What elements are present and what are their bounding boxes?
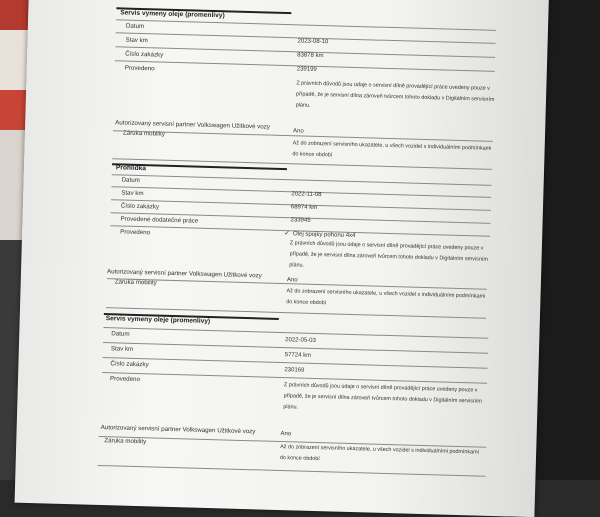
- date-label: Datum: [121, 176, 140, 185]
- warranty-note: Až do zobrazení servisního ukazatele, u všech vozidel s individuálními podmínkami do konce období: [286, 288, 486, 307]
- date-value: 2023-08-10: [297, 38, 329, 46]
- partner-label: Autorizovaný servisní partner Volkswagen Užitkové vozy: [100, 424, 256, 436]
- extra-work-label: Provedené dodatečné práce: [120, 215, 199, 225]
- warranty-label: Záruka mobility: [114, 278, 157, 287]
- done-label: Provedeno: [109, 375, 141, 384]
- date-value: 2022-05-03: [285, 337, 316, 344]
- partner-value: Ano: [292, 128, 304, 135]
- date-label: Datum: [125, 22, 145, 31]
- order-label: Číslo zakázky: [120, 202, 160, 211]
- date-label: Datum: [111, 330, 130, 338]
- section-title: Prohlídka: [115, 164, 147, 173]
- mileage-label: Stav km: [125, 36, 148, 45]
- partner-label: Autorizovaný servisní partner Volkswagen Užitkové vozy: [106, 268, 262, 280]
- order-value: 233945: [290, 217, 311, 224]
- mileage-value: 57724 km: [284, 352, 312, 359]
- order-label: Číslo zakázky: [110, 360, 149, 369]
- warranty-label: Záruka mobility: [122, 129, 165, 138]
- warranty-note: Až do zobrazení servisního ukazatele, u všech vozidel s individuálními podmínkami do konce období: [292, 140, 492, 159]
- done-label: Provedeno: [124, 64, 155, 73]
- extra-work-value: ✓ Olej spojky pohonu 4x4: [284, 230, 356, 240]
- warranty-note: Až do zobrazení servisního ukazatele, u všech vozidel s individuálními podmínkami do konce období: [279, 444, 479, 463]
- order-value: 239199: [296, 66, 317, 73]
- checkmark-icon: ✓: [284, 230, 291, 238]
- done-note: Z právních důvodů jsou údaje o servisní dílně provádějící práce uvedeny pouze v případě, že je servisní dílna zároveň tvůrcem tohoto dokladu v Digitálním servisním plánu.: [295, 80, 495, 109]
- mileage-value: 83878 km: [297, 52, 324, 60]
- warranty-label: Záruka mobility: [104, 437, 147, 446]
- mileage-value: 68974 km: [290, 204, 318, 211]
- partner-label: Autorizovaný servisní partner Volkswagen Užitkové vozy: [115, 119, 271, 131]
- date-value: 2022-11-08: [291, 191, 322, 199]
- partner-value: Ano: [280, 431, 292, 438]
- done-label: Provedeno: [120, 228, 151, 237]
- mileage-label: Stav km: [110, 345, 134, 353]
- section-title: Servis vymeny oleje (promenlivy): [120, 9, 225, 20]
- partner-value: Ano: [286, 277, 298, 284]
- mileage-label: Stav km: [121, 189, 144, 198]
- service-document: [15, 0, 550, 517]
- order-label: Číslo zakázky: [125, 50, 164, 59]
- done-note: Z právních důvodů jsou údaje o servisní dílně provádějící práce uvedeny pouze v případě, že je servisní dílna zároveň tvůrcem tohoto dokladu v Digitálním servisním plánu.: [289, 240, 488, 269]
- order-value: 230169: [284, 367, 305, 374]
- done-note: Z právních důvodů jsou údaje o servisní dílně provádějící práce uvedeny pouze v případě, že je servisní dílna zároveň tvůrcem tohoto dokladu v Digitálním servisním plánu.: [283, 382, 483, 411]
- section-title: Servis vymeny oleje (promenlivy): [105, 315, 211, 326]
